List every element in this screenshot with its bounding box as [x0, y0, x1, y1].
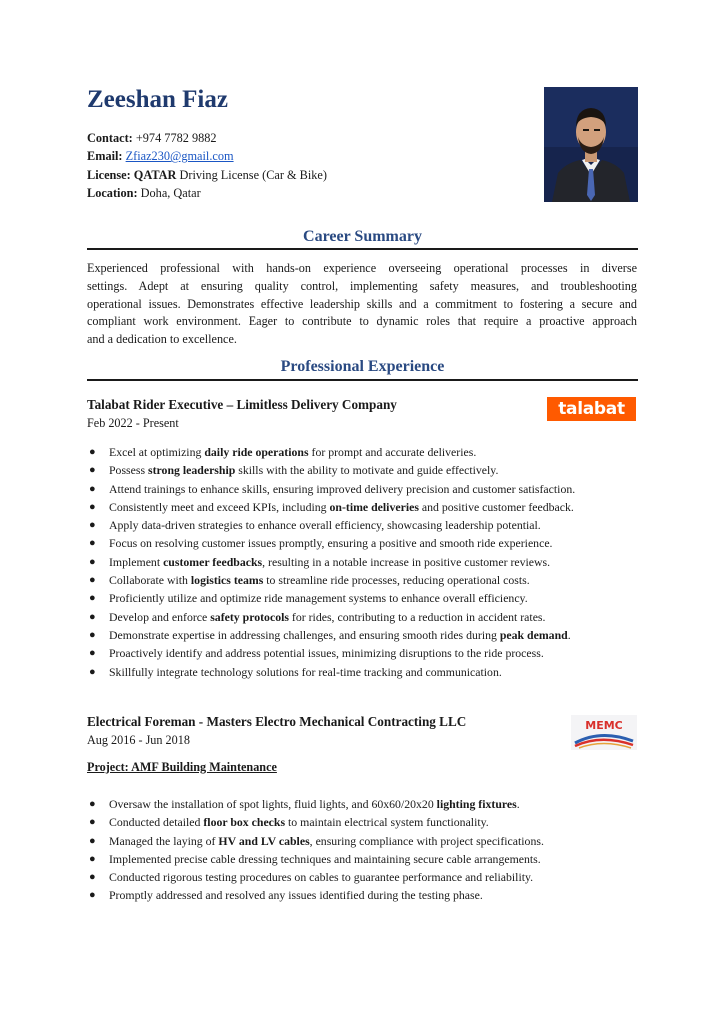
- phone-number: +974 7782 9882: [135, 131, 217, 145]
- list-item: [87, 663, 647, 681]
- bullet-text: Promptly addressed and resolved any issues identified during the testing phase.: [109, 888, 483, 903]
- memc-logo-graphic: [571, 715, 637, 750]
- bullet-icon: ●: [89, 816, 96, 829]
- profile-photo-illustration: [544, 87, 638, 202]
- list-item: [87, 608, 647, 626]
- bullet-emphasis: HV and LV cables: [218, 833, 310, 848]
- bullet-text: Collaborate with: [109, 573, 191, 588]
- bullet-icon: ●: [89, 464, 96, 477]
- bullet-text: .: [567, 627, 571, 642]
- bullet-text: Oversaw the installation of spot lights, fluid lights, and 60x60/20x20: [109, 797, 437, 811]
- bullet-icon: ●: [89, 482, 96, 495]
- contact-label: Contact:: [87, 131, 133, 145]
- bullet-icon: ●: [89, 555, 96, 568]
- professional-experience-heading: Professional Experience: [280, 358, 445, 375]
- list-item: [87, 534, 647, 552]
- license-detail: Driving License (Car & Bike): [179, 167, 327, 182]
- bullet-text: Conducted rigorous testing procedures on cables to guarantee performance and reliability.: [109, 870, 534, 885]
- bullet-icon: ●: [89, 537, 96, 550]
- profile-photo: [544, 87, 638, 202]
- section-divider: [87, 379, 638, 381]
- bullet-emphasis: on-time deliveries: [329, 499, 419, 514]
- list-item: [87, 461, 647, 479]
- list-item: [87, 626, 647, 644]
- bullet-text: .: [516, 797, 520, 811]
- list-item: [87, 886, 647, 904]
- bullet-text: Excel at optimizing: [109, 445, 205, 459]
- bullet-text: Demonstrate expertise in addressing challenges, and ensuring smooth rides during: [109, 627, 500, 642]
- section-divider: [87, 248, 638, 250]
- career-summary-heading: Career Summary: [303, 228, 422, 245]
- bullet-text: skills with the ability to motivate and guide effectively.: [235, 463, 499, 478]
- bullet-text: Proactively identify and address potential issues, minimizing disruptions to the ride process.: [109, 646, 544, 661]
- bullet-text: and positive customer feedback.: [418, 499, 574, 514]
- location-label: Location:: [87, 185, 138, 200]
- bullet-text: Proficiently utilize and optimize ride management systems to enhance overall efficiency.: [109, 591, 528, 606]
- list-item: [87, 480, 647, 498]
- job-bullet-list: [87, 795, 647, 905]
- bullet-text: to streamline ride processes, reducing operational costs.: [263, 573, 530, 588]
- project-title: Project: AMF Building Maintenance: [87, 760, 277, 774]
- bullet-icon: ●: [89, 446, 96, 458]
- bullet-icon: ●: [89, 500, 96, 513]
- contact-row: [87, 129, 327, 147]
- location-row: [87, 184, 327, 202]
- job-title: Talabat Rider Executive – Limitless Delivery Company: [87, 397, 397, 412]
- candidate-name: Zeeshan Fiaz: [87, 86, 228, 113]
- bullet-text: Managed the laying of: [109, 833, 219, 848]
- bullet-text: Consistently meet and exceed KPIs, including: [109, 499, 330, 514]
- job-dates: Feb 2022 - Present: [87, 416, 179, 430]
- list-item: [87, 850, 647, 868]
- list-item: [87, 813, 647, 831]
- bullet-icon: ●: [89, 889, 96, 902]
- bullet-emphasis: floor box checks: [203, 815, 286, 830]
- bullet-icon: ●: [89, 628, 96, 641]
- list-item: [87, 644, 647, 662]
- bullet-text: Implement: [109, 554, 164, 569]
- bullet-icon: ●: [89, 519, 96, 532]
- bullet-emphasis: strong leadership: [148, 463, 236, 478]
- bullet-text: Conducted detailed: [109, 815, 204, 830]
- bullet-icon: ●: [89, 852, 96, 865]
- list-item: [87, 516, 647, 534]
- bullet-icon: ●: [89, 665, 96, 678]
- list-item: [87, 443, 647, 461]
- job-bullet-list: [87, 443, 647, 681]
- location-value: Doha, Qatar: [140, 185, 201, 200]
- bullet-text: Skillfully integrate technology solutions for real-time tracking and communication.: [109, 664, 502, 679]
- summary-line: settings. Adept at ensuring quality control, implementing safety measures, and troubleshooting: [87, 278, 637, 293]
- bullet-text: Develop and enforce: [109, 609, 211, 624]
- license-row: [87, 166, 327, 184]
- license-label: License:: [87, 167, 131, 182]
- list-item: [87, 795, 647, 813]
- bullet-emphasis: daily ride operations: [204, 445, 309, 459]
- summary-line: operational issues. Demonstrates effective leadership skills and a commitment to fostering a secure and: [87, 296, 637, 311]
- summary-line: and a dedication to excellence.: [87, 332, 237, 347]
- bullet-icon: ●: [89, 798, 96, 810]
- memc-logo-text: MEMC: [585, 719, 623, 732]
- career-summary-text: [87, 260, 637, 349]
- bullet-emphasis: peak demand: [499, 627, 568, 642]
- bullet-icon: ●: [89, 610, 96, 623]
- bullet-text: Possess: [109, 463, 149, 478]
- summary-line: compliant work environment. Eager to contribute to dynamic roles that require a proactive approach: [87, 314, 637, 329]
- bullet-emphasis: customer feedbacks: [163, 554, 263, 569]
- list-item: [87, 553, 647, 571]
- list-item: [87, 589, 647, 607]
- job-title: Electrical Foreman - Masters Electro Mechanical Contracting LLC: [87, 714, 467, 729]
- job-dates: Aug 2016 - Jun 2018: [87, 733, 190, 747]
- bullet-text: Apply data-driven strategies to enhance overall efficiency, showcasing leadership potential.: [109, 518, 541, 533]
- bullet-text: Attend trainings to enhance skills, ensuring improved delivery precision and customer satisfaction.: [109, 481, 576, 496]
- list-item: [87, 832, 647, 850]
- bullet-icon: ●: [89, 574, 96, 587]
- bullet-emphasis: lighting fixtures: [436, 797, 517, 811]
- bullet-text: Focus on resolving customer issues promptly, ensuring a positive and smooth ride experience.: [109, 536, 553, 551]
- summary-line: Experienced professional with hands-on experience overseeing operational processes in diverse: [87, 261, 637, 275]
- list-item: [87, 498, 647, 516]
- bullet-emphasis: logistics teams: [190, 573, 264, 588]
- bullet-text: for prompt and accurate deliveries.: [308, 445, 477, 459]
- bullet-icon: ●: [89, 592, 96, 605]
- bullet-text: Implemented precise cable dressing techniques and maintaining secure cable arrangements.: [109, 851, 541, 866]
- bullet-text: to maintain electrical system functionality.: [285, 815, 489, 830]
- bullet-emphasis: safety protocols: [210, 609, 289, 624]
- bullet-icon: ●: [89, 871, 96, 884]
- bullet-text: , ensuring compliance with project specifications.: [309, 833, 544, 848]
- list-item: [87, 571, 647, 589]
- bullet-icon: ●: [89, 834, 96, 847]
- contact-block: [87, 129, 327, 202]
- list-item: [87, 868, 647, 886]
- email-link[interactable]: Zfiaz230@gmail.com: [125, 149, 234, 164]
- bullet-text: , resulting in a notable increase in positive customer reviews.: [262, 554, 551, 569]
- memc-logo: [571, 715, 637, 750]
- bullet-icon: ●: [89, 647, 96, 660]
- email-label: Email:: [87, 149, 123, 164]
- email-row: [87, 147, 327, 165]
- license-country: QATAR: [133, 167, 177, 182]
- bullet-text: for rides, contributing to a reduction in accident rates.: [288, 609, 546, 624]
- talabat-logo: talabat: [547, 397, 636, 421]
